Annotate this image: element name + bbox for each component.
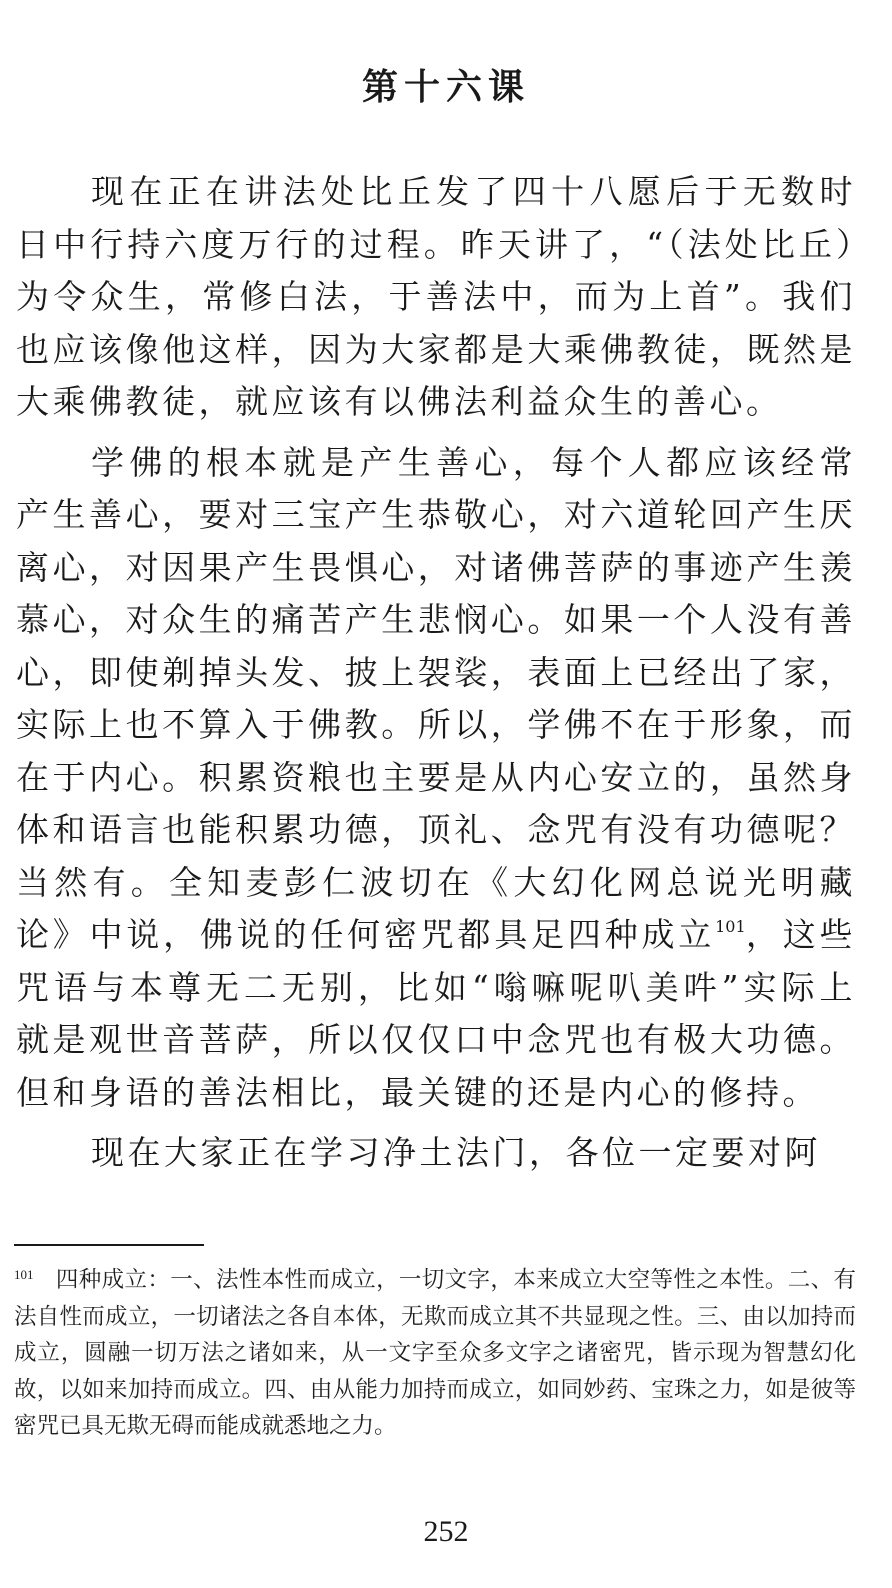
paragraph-2 bbox=[16, 437, 856, 1120]
page-number: 252 bbox=[423, 1515, 469, 1548]
paragraph-3: 现在大家正在学习净土法门，各位一定要对阿 bbox=[91, 1133, 821, 1172]
lesson-title: 第十六课 bbox=[361, 66, 530, 108]
paragraph-2-text-after-footnote: ，这些咒语与本尊无二无别，比如“嗡嘛呢叭美吽”实际上就是观世音菩萨，所以仅仅口中念咒也有极大功德。但和身语的善法相比，最关键的还是内心的修持。 bbox=[16, 915, 857, 1112]
footnote-divider bbox=[14, 1244, 204, 1246]
paragraph-1: 现在正在讲法处比丘发了四十八愿后于无数时日中行持六度万行的过程。昨天讲了，“（法处比丘）为令众生，常修白法，于善法中，而为上首”。我们也应该像他这样，因为大家都是大乘佛教徒，既然是大乘佛教徒，就应该有以佛法利益众生的善心。 bbox=[16, 172, 856, 421]
footnote-reference-mark[interactable]: 101 bbox=[715, 917, 746, 936]
footnote-number: 101 bbox=[14, 1267, 34, 1282]
paragraph-2-text-before-footnote: 学佛的根本就是产生善心，每个人都应该经常产生善心，要对三宝产生恭敬心，对六道轮回产生厌离心，对因果产生畏惧心，对诸佛菩萨的事迹产生羡慕心，对众生的痛苦产生悲悯心。如果一个人没有善心，即使剃掉头发、披上袈裟，表面上已经出了家，实际上也不算入于佛教。所以，学佛不在于形象，而在于内心。积累资粮也主要是从内心安立的，虽然身体和语言也能积累功德，顶礼、念咒有没有功德呢？当然有。全知麦彭仁波切在《大幻化网总说光明藏论》中说，佛说的任何密咒都具足四种成立 bbox=[16, 442, 856, 954]
main-text bbox=[16, 166, 856, 1188]
footnote bbox=[14, 1262, 856, 1445]
footnote-text: 四种成立：一、法性本性而成立，一切文字，本来成立大空等性之本性。二、有法自性而成立，一切诸法之各自本体，无欺而成立其不共显现之性。三、由以加持而成立，圆融一切万法之诸如来，从一文字至众多文字之诸密咒，皆示现为智慧幻化故，以如来加持而成立。四、由从能力加持而成立，如同妙药、宝珠之力，如是彼等密咒已具无欺无碍而能成就悉地之力。 bbox=[14, 1267, 856, 1438]
